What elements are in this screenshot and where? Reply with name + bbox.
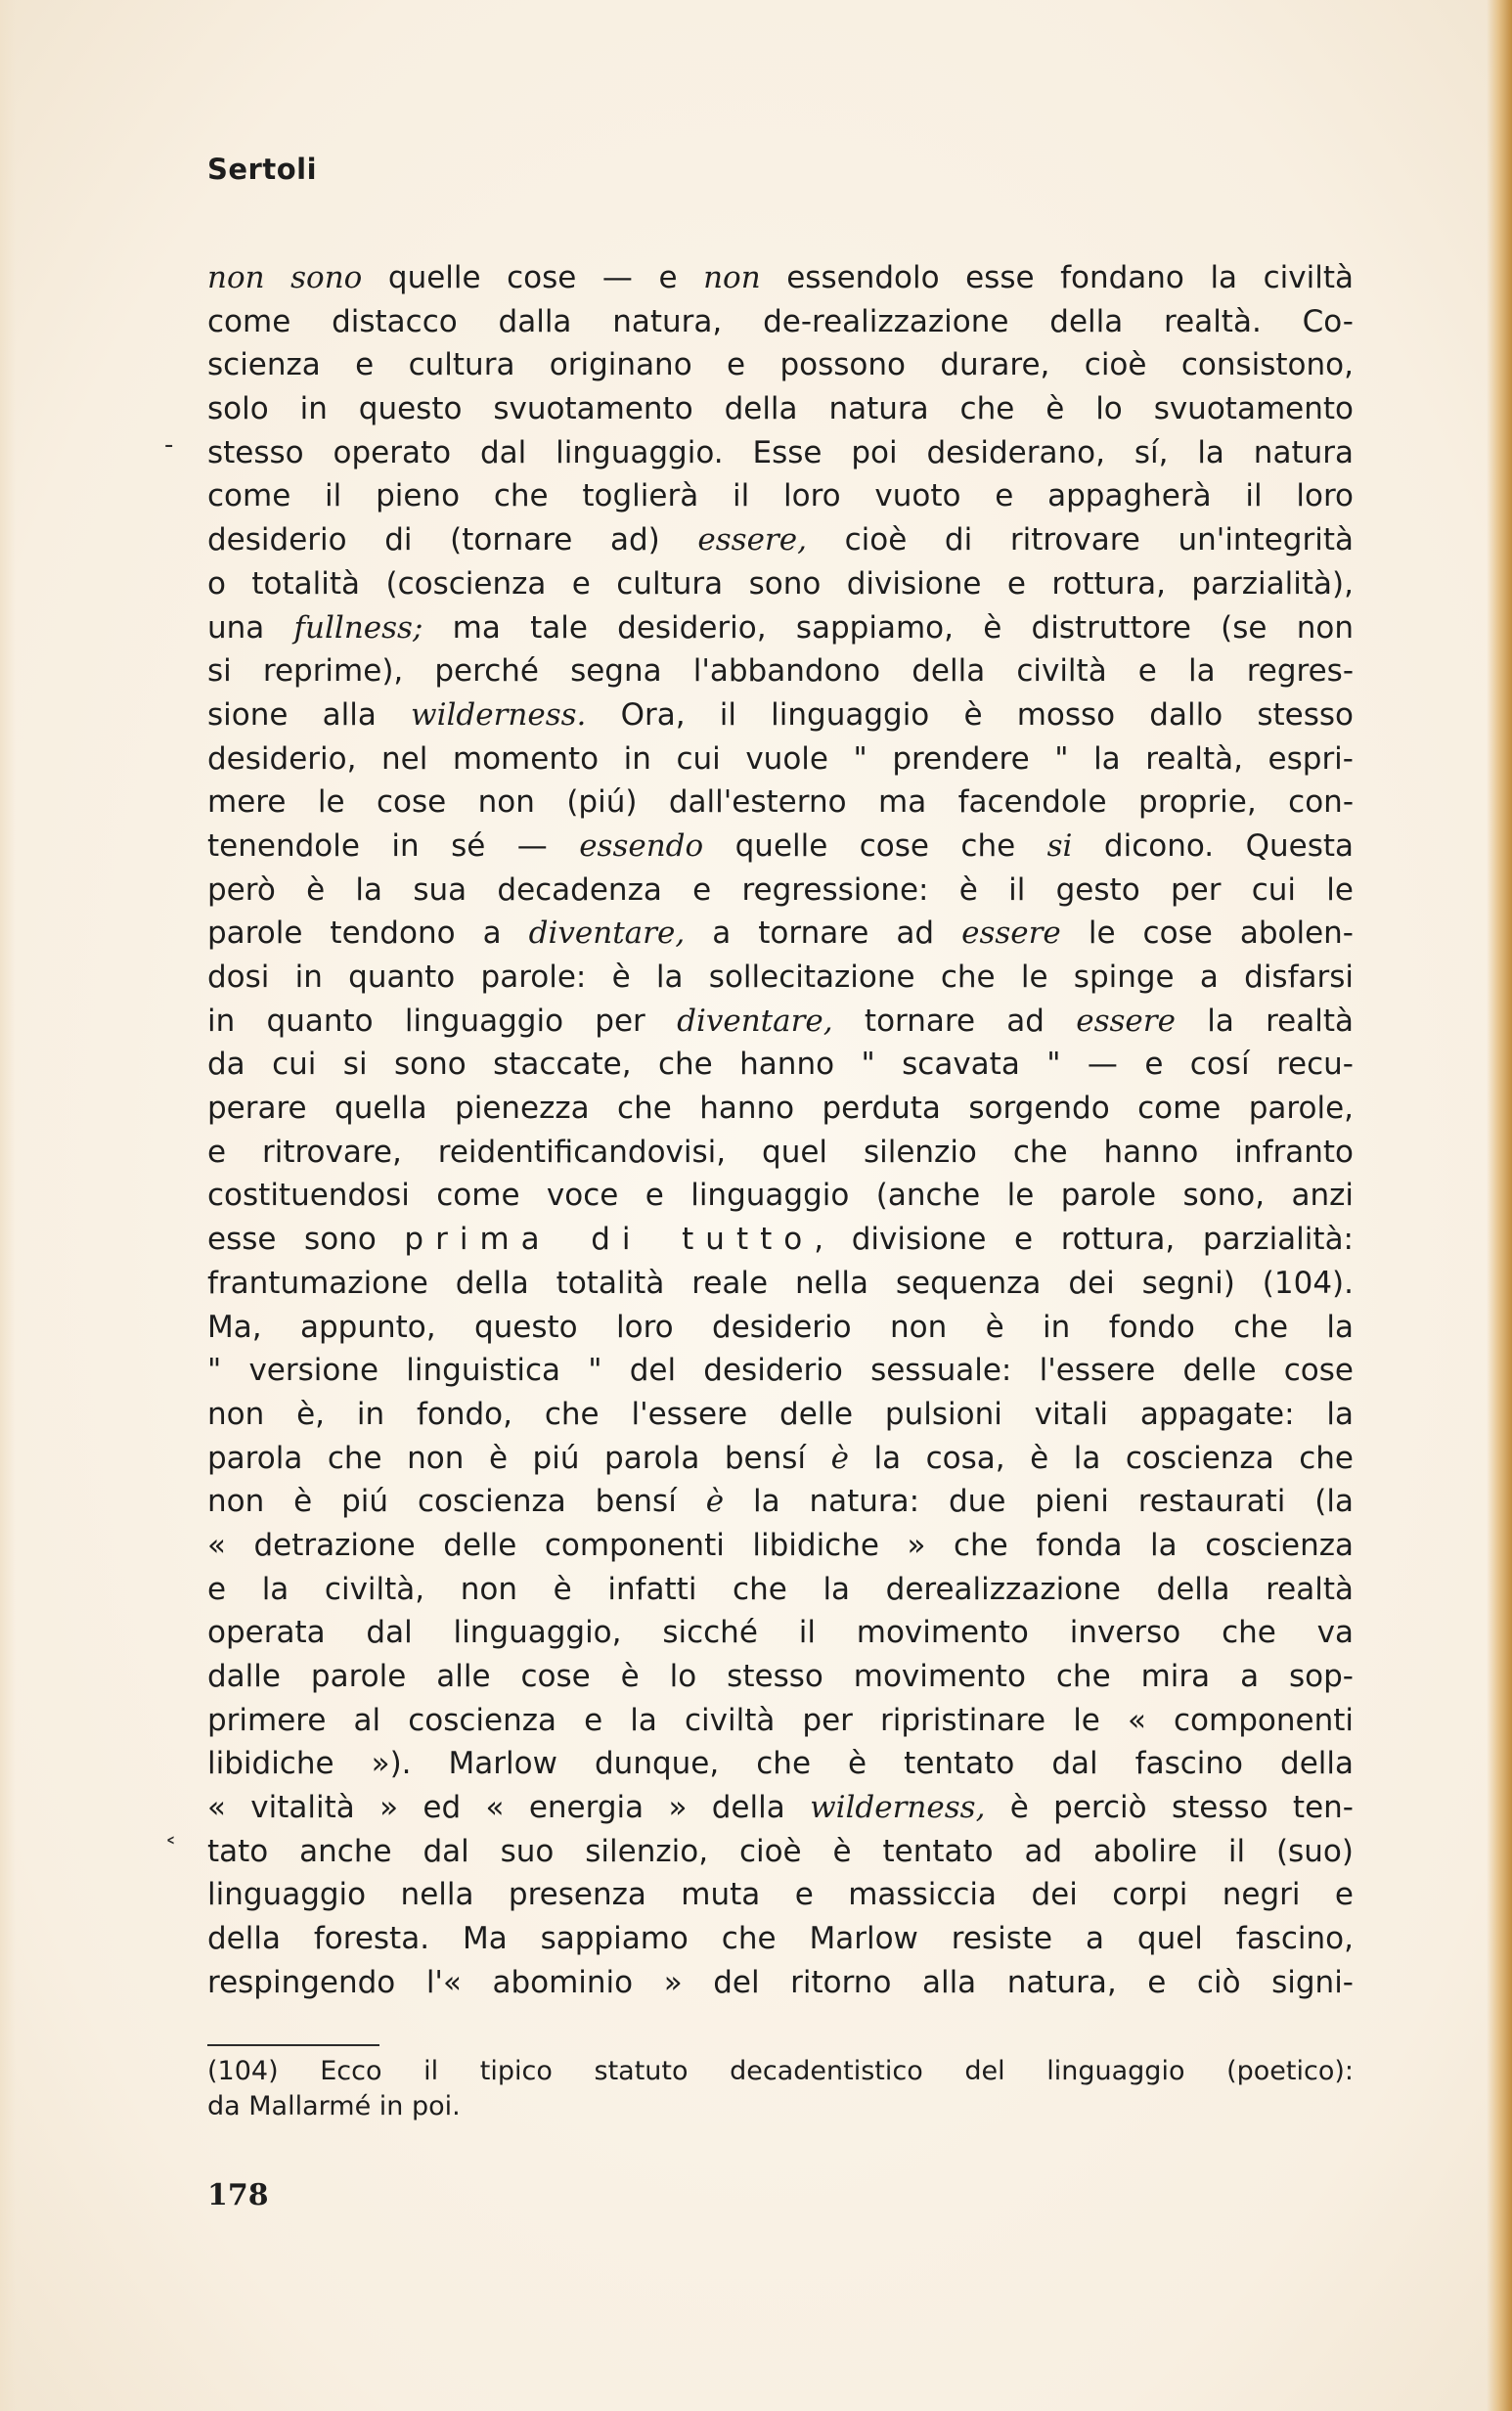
text-segment: parola che non è piú parola bensí	[207, 1440, 831, 1476]
text-segment: primere al coscienza e la civiltà per ripristinare le « componenti	[207, 1702, 1354, 1738]
text-segment: Ora, il linguaggio è mosso dallo stesso	[586, 696, 1354, 733]
italic-text: diventare,	[677, 1003, 833, 1039]
body-line	[207, 431, 1354, 475]
italic-text: non	[703, 260, 761, 295]
body-line	[207, 1437, 1354, 1481]
text-segment: tato anche dal suo silenzio, cioè è tentato ad abolire il (suo)	[207, 1833, 1354, 1869]
text-segment: è perciò stesso ten-	[985, 1790, 1354, 1826]
body-line	[207, 1087, 1354, 1131]
body-line	[207, 256, 1354, 300]
body-line	[207, 693, 1354, 737]
body-line	[207, 1830, 1354, 1874]
italic-text: diventare,	[528, 915, 686, 952]
text-segment: , divisione e rottura, parzialità:	[814, 1222, 1354, 1258]
text-segment: o totalità (coscienza e cultura sono divisione e rottura, parzialità),	[207, 565, 1354, 602]
body-line	[207, 1262, 1354, 1306]
text-segment: tenendole in sé —	[207, 827, 580, 864]
text-segment: si reprime), perché segna l'abbandono della civiltà e la regres-	[207, 653, 1354, 690]
body-line	[207, 1917, 1354, 1961]
italic-text: wilderness.	[411, 696, 587, 733]
text-segment: la natura: due pieni restaurati (la	[724, 1484, 1354, 1520]
text-segment: esse sono	[207, 1222, 405, 1258]
italic-text: essere	[1076, 1003, 1176, 1039]
italic-text: è	[705, 1484, 725, 1520]
italic-text: essendo	[579, 827, 704, 864]
footnote-line: da Mallarmé in poi.	[207, 2091, 461, 2121]
page-number: 178	[207, 2178, 269, 2212]
body-line	[207, 1786, 1354, 1830]
text-segment: dicono. Questa	[1072, 827, 1354, 864]
body-line	[207, 300, 1354, 344]
text-segment: come il pieno che toglierà il loro vuoto e appagherà il loro	[207, 478, 1354, 514]
spaced-emphasis-text: prima di tutto	[404, 1222, 815, 1258]
body-line	[207, 649, 1354, 693]
text-segment: solo in questo svuotamento della natura che è lo svuotamento	[207, 391, 1354, 427]
text-segment: scienza e cultura originano e possono durare, cioè consistono,	[207, 347, 1354, 383]
text-segment: costituendosi come voce e linguaggio (anche le parole sono, anzi	[207, 1178, 1354, 1214]
body-line	[207, 1611, 1354, 1655]
margin-mark: ˂	[164, 1835, 177, 1864]
footnote	[207, 2054, 1354, 2124]
text-segment: a tornare ad	[685, 915, 962, 952]
italic-text: fullness;	[293, 609, 423, 646]
body-line	[207, 518, 1354, 562]
text-segment: una	[207, 609, 294, 646]
text-segment: desiderio, nel momento in cui vuole " prendere " la realtà, espri-	[207, 740, 1354, 777]
text-segment: tornare ad	[832, 1003, 1077, 1039]
body-line	[207, 1349, 1354, 1393]
text-segment: la cosa, è la coscienza che	[848, 1440, 1354, 1476]
body-line	[207, 1742, 1354, 1786]
body-line	[207, 956, 1354, 1000]
text-segment: in quanto linguaggio per	[207, 1003, 678, 1039]
text-segment: però è la sua decadenza e regressione: è il gesto per cui le	[207, 871, 1354, 908]
text-segment: da cui si sono staccate, che hanno " scavata " — e cosí recu-	[207, 1047, 1354, 1083]
text-segment: essendolo esse fondano la civiltà	[760, 260, 1354, 295]
page-gilded-edge	[1487, 0, 1512, 2411]
text-segment: operata dal linguaggio, sicché il movimento inverso che va	[207, 1615, 1354, 1651]
text-segment: « vitalità » ed « energia » della	[207, 1790, 811, 1826]
footnote-rule	[207, 2044, 379, 2046]
page-left-shadow	[0, 0, 16, 2411]
text-segment: come distacco dalla natura, de-realizzazione della realtà. Co-	[207, 303, 1354, 339]
text-segment: respingendo l'« abominio » del ritorno alla natura, e ciò signi-	[207, 1964, 1354, 2000]
text-segment: quelle cose — e	[362, 260, 704, 295]
body-line	[207, 606, 1354, 650]
text-segment: sione alla	[207, 696, 412, 733]
body-line	[207, 1873, 1354, 1917]
text-segment: stesso operato dal linguaggio. Esse poi desiderano, sí, la natura	[207, 434, 1354, 470]
body-line	[207, 1568, 1354, 1612]
body-line	[207, 869, 1354, 913]
text-segment: linguaggio nella presenza muta e massiccia dei corpi negri e	[207, 1877, 1354, 1913]
text-segment: " versione linguistica " del desiderio sessuale: l'essere delle cose	[207, 1353, 1354, 1389]
margin-mark: ‐	[164, 430, 174, 460]
running-head: Sertoli	[207, 153, 318, 186]
text-segment: desiderio di (tornare ad)	[207, 522, 698, 558]
text-segment: libidiche »). Marlow dunque, che è tentato dal fascino della	[207, 1746, 1354, 1782]
italic-text: essere	[961, 915, 1061, 952]
text-segment: mere le cose non (piú) dall'esterno ma facendole proprie, con-	[207, 784, 1354, 821]
body-line	[207, 343, 1354, 387]
body-line	[207, 474, 1354, 518]
italic-text: essere,	[697, 522, 807, 558]
body-line	[207, 1174, 1354, 1218]
body-line	[207, 1524, 1354, 1568]
footnote-line: (104) Ecco il tipico statuto decadentistico del linguaggio (poetico):	[207, 2056, 1354, 2086]
body-line	[207, 825, 1354, 869]
body-line	[207, 781, 1354, 825]
body-line	[207, 1043, 1354, 1087]
text-segment: le cose abolen-	[1060, 915, 1354, 952]
text-segment: Ma, appunto, questo loro desiderio non è in fondo che la	[207, 1309, 1354, 1345]
text-segment: parole tendono a	[207, 915, 529, 952]
body-line	[207, 1131, 1354, 1175]
text-segment: la realtà	[1175, 1003, 1354, 1039]
body-line	[207, 387, 1354, 431]
text-segment: dalle parole alle cose è lo stesso movimento che mira a sop-	[207, 1659, 1354, 1694]
text-segment: ma tale desiderio, sappiamo, è distruttore (se non	[422, 609, 1354, 646]
text-segment: e ritrovare, reidentificandovisi, quel silenzio che hanno infranto	[207, 1134, 1354, 1170]
italic-text: non sono	[207, 260, 363, 295]
text-segment: dosi in quanto parole: è la sollecitazione che le spinge a disfarsi	[207, 960, 1354, 995]
body-line	[207, 912, 1354, 956]
body-line	[207, 1480, 1354, 1524]
text-segment: quelle cose che	[703, 827, 1047, 864]
body-line	[207, 737, 1354, 781]
body-text	[207, 256, 1354, 2005]
body-line	[207, 1218, 1354, 1262]
italic-text: wilderness,	[810, 1790, 986, 1826]
body-line	[207, 1655, 1354, 1699]
text-segment: non è piú coscienza bensí	[207, 1484, 706, 1520]
text-segment: e la civiltà, non è infatti che la derealizzazione della realtà	[207, 1571, 1354, 1607]
body-line	[207, 1000, 1354, 1044]
body-line	[207, 1393, 1354, 1437]
text-segment: non è, in fondo, che l'essere delle pulsioni vitali appagate: la	[207, 1396, 1354, 1432]
italic-text: si	[1046, 827, 1073, 864]
text-segment: della foresta. Ma sappiamo che Marlow resiste a quel fascino,	[207, 1921, 1354, 1957]
text-segment: cioè di ritrovare un'integrità	[806, 522, 1354, 558]
text-segment: perare quella pienezza che hanno perduta sorgendo come parole,	[207, 1091, 1354, 1127]
text-segment: frantumazione della totalità reale nella sequenza dei segni) (104).	[207, 1265, 1354, 1301]
body-line	[207, 1961, 1354, 2005]
text-segment: « detrazione delle componenti libidiche » che fonda la coscienza	[207, 1527, 1354, 1563]
italic-text: è	[830, 1440, 849, 1476]
body-line	[207, 1699, 1354, 1743]
body-line	[207, 1306, 1354, 1350]
body-line	[207, 562, 1354, 606]
